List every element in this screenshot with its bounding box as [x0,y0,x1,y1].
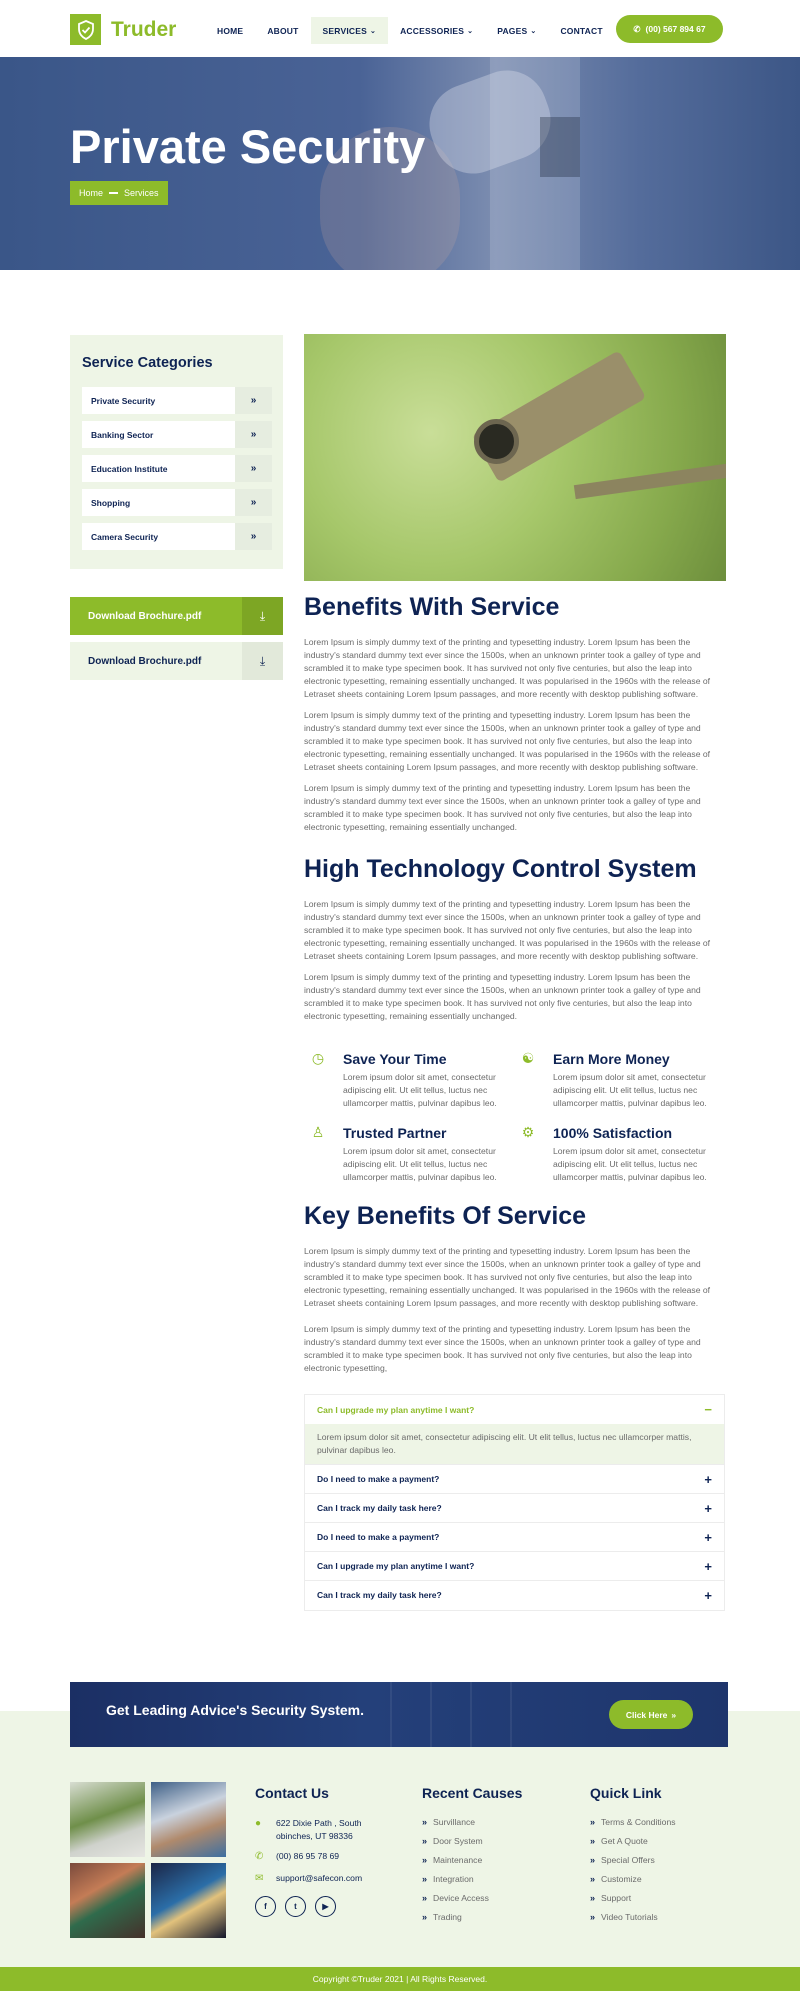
faq-item[interactable] [305,1522,724,1551]
quick-link[interactable] [590,1874,642,1884]
logo[interactable] [70,14,176,45]
link-label: Door System [433,1836,483,1846]
click-here-button[interactable] [609,1700,693,1729]
category-label: Camera Security [91,531,159,542]
faq-item[interactable] [305,1464,724,1493]
plus-icon: + [704,1587,712,1603]
body-paragraph: Lorem Ipsum is simply dummy text of the printing and typesetting industry. Lorem Ipsum has been the industry's standard dummy text ever since the 1500s, when an unknown printer took a galley of type and scrambled it to make type specimen book. It has survived not only five centuries, but also the leap into electronic typesetting, remaining essentially unchanged. [304,972,701,1021]
faq-question: Can I upgrade my plan anytime I want? [317,1561,475,1571]
category-shopping[interactable] [82,489,272,516]
service-categories-title: Service Categories [82,355,213,371]
faq-question: Can I track my daily task here? [317,1590,442,1600]
double-chevron-right-icon: » [422,1855,428,1865]
nav-about[interactable] [255,17,310,44]
cctv-camera-image [304,334,726,581]
faq-question: Can I track my daily task here? [317,1503,442,1513]
cta-heading: Get Leading Advice's Security System. [106,1702,365,1718]
plus-icon: + [704,1558,712,1574]
nav-label: SERVICES [322,25,367,36]
chevron-down-icon: ⌄ [467,27,474,35]
plus-icon: + [704,1471,712,1487]
download-label: Download Brochure.pdf [88,610,202,622]
copyright-bar [0,1967,800,1991]
recent-causes-title: Recent Causes [422,1785,523,1801]
category-label: Banking Sector [91,429,154,440]
double-chevron-right-icon: » [422,1874,428,1884]
double-chevron-right-icon: » [422,1836,428,1846]
nav-accessories[interactable] [388,17,485,44]
download-icon: ⤓ [242,597,283,635]
section-title: High Technology Control System [304,855,697,883]
chevron-down-icon: ⌄ [530,27,537,35]
nav-label: ACCESSORIES [400,25,465,36]
feature-text: Lorem ipsum dolor sit amet, consectetur adipiscing elit. Ut elit tellus, luctus nec ullamcorper mattis, pulvinar dapibus leo. [553,1146,707,1182]
faq-item[interactable] [305,1551,724,1580]
cta-decoration [430,1682,432,1747]
cta-decoration [510,1682,512,1747]
faq-item[interactable] [305,1493,724,1522]
faq-question: Do I need to make a payment? [317,1532,440,1542]
cause-link[interactable] [422,1893,489,1903]
money-icon: ☯ [521,1050,535,1066]
address [255,1817,362,1843]
gallery-image[interactable] [70,1782,145,1857]
feature-title: Earn More Money [553,1051,670,1067]
section-title: Key Benefits Of Service [304,1202,587,1230]
partner-icon: ♙ [311,1124,325,1140]
link-label: Survillance [433,1817,476,1827]
hero-box-shape [540,117,580,177]
body-paragraph: Lorem Ipsum is simply dummy text of the printing and typesetting industry. Lorem Ipsum has been the industry's standard dummy text ever since the 1500s, when an unknown printer took a galley of type and scrambled it to make type specimen book. It has survived not only five centuries, but also the leap into electronic typesetting, remaining essentially unchanged. It was popularised in the 1960s with the release of Letraset sheets containing Lorem Ipsum passages, and more recently with desktop publishing software. [304,899,711,961]
chevron-down-icon: ⌄ [369,27,377,35]
double-chevron-right-icon: » [422,1893,428,1903]
breadcrumb-separator [109,192,118,194]
address-line: 622 Dixie Path , South [276,1818,362,1828]
cause-link[interactable] [422,1817,475,1827]
double-chevron-right-icon: » [590,1855,596,1865]
category-label: Shopping [91,497,131,508]
camera-lens-shape [474,419,519,464]
faq-answer: Lorem ipsum dolor sit amet, consectetur adipiscing elit. Ut elit tellus, luctus nec ullamcorper mattis, pulvinar dapibus leo. [305,1424,724,1464]
quick-link[interactable] [590,1817,676,1827]
double-chevron-right-icon: » [590,1912,596,1922]
gallery-image[interactable] [151,1863,226,1938]
link-label: Special Offers [601,1855,655,1865]
contact-title: Contact Us [255,1785,329,1801]
nav-services[interactable] [311,17,389,44]
nav-label: ABOUT [267,25,299,36]
link-label: Maintenance [433,1855,483,1865]
double-chevron-right-icon: » [590,1893,596,1903]
category-label: Education Institute [91,463,168,474]
satisfaction-icon: ⚙ [521,1124,535,1140]
double-chevron-right-icon: » [235,421,272,448]
envelope-icon: ✉ [255,1873,264,1884]
nav-contact[interactable] [548,17,614,44]
feature-text: Lorem ipsum dolor sit amet, consectetur adipiscing elit. Ut elit tellus, luctus nec ullamcorper mattis, pulvinar dapibus leo. [553,1072,707,1108]
nav-label: CONTACT [560,25,603,36]
category-banking-sector[interactable] [82,421,272,448]
double-chevron-right-icon: » [590,1817,596,1827]
cause-link[interactable] [422,1855,482,1865]
phone-icon: ✆ [633,23,641,34]
double-chevron-right-icon: » [235,489,272,516]
address-line: obinches, UT 98336 [276,1831,353,1841]
site-header [0,0,800,57]
breadcrumb-home[interactable]: Home [79,188,104,198]
feature-title: Save Your Time [343,1051,447,1067]
category-private-security[interactable] [82,387,272,414]
plus-icon: + [704,1500,712,1516]
double-chevron-right-icon: » [590,1874,596,1884]
twitter-icon[interactable]: t [285,1896,306,1917]
link-label: Integration [433,1874,474,1884]
camera-arm-shape [574,463,726,499]
body-paragraph: Lorem Ipsum is simply dummy text of the printing and typesetting industry. Lorem Ipsum has been the industry's standard dummy text ever since the 1500s, when an unknown printer took a galley of type and scrambled it to make type specimen book. It has survived not only five centuries, but also the leap into electronic typesetting, remaining essentially unchanged. It was popularised in the 1960s with the release of Letraset sheets containing Lorem Ipsum passages, and more recently with desktop publishing software. [304,637,711,699]
category-education-institute[interactable] [82,455,272,482]
double-chevron-right-icon: » [422,1912,428,1922]
logo-text: Truder [111,17,177,41]
body-paragraph: Lorem Ipsum is simply dummy text of the printing and typesetting industry. Lorem Ipsum has been the industry's standard dummy text ever since the 1500s, when an unknown printer took a galley of type and scrambled it to make type specimen book. It has survived not only five centuries, but also the leap into electronic typesetting, remaining essentially unchanged. It was popularised in the 1960s with the release of Letraset sheets containing Lorem Ipsum passages, and more recently with desktop publishing software. [304,710,711,772]
service-categories-panel [70,335,283,569]
copyright-text: Copyright ©Truder 2021 | All Rights Reserved. [312,1974,488,1984]
link-label: Trading [433,1912,462,1922]
quick-link-title: Quick Link [590,1785,662,1801]
feature-save-time [309,1049,509,1109]
category-camera-security[interactable] [82,523,272,550]
email-text: support@safecon.com [276,1873,363,1883]
quick-link[interactable] [590,1893,631,1903]
phone-icon: ✆ [255,1851,264,1862]
feature-text: Lorem ipsum dolor sit amet, consectetur adipiscing elit. Ut elit tellus, luctus nec ullamcorper mattis, pulvinar dapibus leo. [343,1072,497,1108]
nav-label: PAGES [497,25,528,36]
location-pin-icon: ● [255,1818,262,1829]
contact-phone[interactable] [255,1850,339,1863]
cta-button-label: Click Here [625,1709,668,1720]
cta-decoration [390,1682,392,1747]
breadcrumb-current: Services [124,188,159,198]
quick-link[interactable] [590,1855,655,1865]
gallery-image[interactable] [70,1863,145,1938]
link-label: Device Access [433,1893,489,1903]
phone-label: (00) 567 894 67 [645,24,706,34]
feature-title: 100% Satisfaction [553,1125,673,1141]
nav-label: HOME [217,25,244,36]
gallery-image[interactable] [151,1782,226,1857]
breadcrumb [70,181,168,205]
address-text [276,1817,362,1843]
category-label: Private Security [91,395,156,406]
body-paragraph: Lorem Ipsum is simply dummy text of the printing and typesetting industry. Lorem Ipsum has been the industry's standard dummy text ever since the 1500s, when an unknown printer took a galley of type and scrambled it to make type specimen book. It has survived not only five centuries, but also the leap into electronic typesetting, remaining essentially unchanged. [304,783,701,832]
section-title: Benefits With Service [304,593,560,621]
faq-accordion [304,1394,725,1611]
cta-banner [70,1682,728,1747]
phone-text: (00) 86 95 78 69 [276,1851,340,1861]
contact-email[interactable] [255,1872,362,1885]
plus-icon: + [704,1529,712,1545]
cause-link[interactable] [422,1874,474,1884]
youtube-icon[interactable]: ▶ [315,1896,336,1917]
link-label: Terms & Conditions [601,1817,676,1827]
double-chevron-right-icon: » [590,1836,596,1846]
body-paragraph: Lorem Ipsum is simply dummy text of the printing and typesetting industry. Lorem Ipsum has been the industry's standard dummy text ever since the 1500s, when an unknown printer took a galley of type and scrambled it to make type specimen book. It has survived not only five centuries, but also the leap into electronic typesetting, [304,1324,701,1373]
double-chevron-right-icon: » [422,1817,428,1827]
double-chevron-right-icon: » [235,455,272,482]
nav-pages[interactable] [485,17,548,44]
faq-question: Do I need to make a payment? [317,1474,440,1484]
cause-link[interactable] [422,1836,483,1846]
feature-title: Trusted Partner [343,1125,447,1141]
feature-satisfaction [519,1123,719,1183]
nav-home[interactable] [205,17,255,44]
feature-trusted-partner [309,1123,509,1183]
double-chevron-right-icon: » [235,387,272,414]
faq-question: Can I upgrade my plan anytime I want? [317,1404,475,1415]
cta-decoration [470,1682,472,1747]
clock-icon: ◷ [311,1050,325,1066]
feature-earn-money [519,1049,719,1109]
link-label: Support [601,1893,632,1903]
double-chevron-right-icon: » [235,523,272,550]
feature-text: Lorem ipsum dolor sit amet, consectetur adipiscing elit. Ut elit tellus, luctus nec ullamcorper mattis, pulvinar dapibus leo. [343,1146,497,1182]
quick-link[interactable] [590,1836,648,1846]
page-title: Private Security [70,120,426,173]
link-label: Customize [601,1874,642,1884]
minus-icon: − [704,1402,712,1417]
quick-link[interactable] [590,1912,658,1922]
main-nav [205,17,615,44]
body-paragraph: Lorem Ipsum is simply dummy text of the printing and typesetting industry. Lorem Ipsum has been the industry's standard dummy text ever since the 1500s, when an unknown printer took a galley of type and scrambled it to make type specimen book. It has survived not only five centuries, but also the leap into electronic typesetting, remaining essentially unchanged. It was popularised in the 1960s with the release of Letraset sheets containing Lorem Ipsum passages, and more recently with desktop publishing software. [304,1246,711,1308]
link-label: Get A Quote [601,1836,648,1846]
download-label: Download Brochure.pdf [88,655,202,667]
faq-item-open[interactable] [305,1395,724,1424]
facebook-icon[interactable]: f [255,1896,276,1917]
faq-item[interactable] [305,1580,724,1609]
download-brochure-button[interactable] [70,642,283,680]
download-icon: ⤓ [242,642,283,680]
link-label: Video Tutorials [601,1912,658,1922]
shield-icon [70,14,101,45]
download-brochure-button[interactable] [70,597,283,635]
phone-button[interactable] [616,15,723,43]
double-chevron-right-icon: » [671,1709,677,1720]
cause-link[interactable] [422,1912,462,1922]
